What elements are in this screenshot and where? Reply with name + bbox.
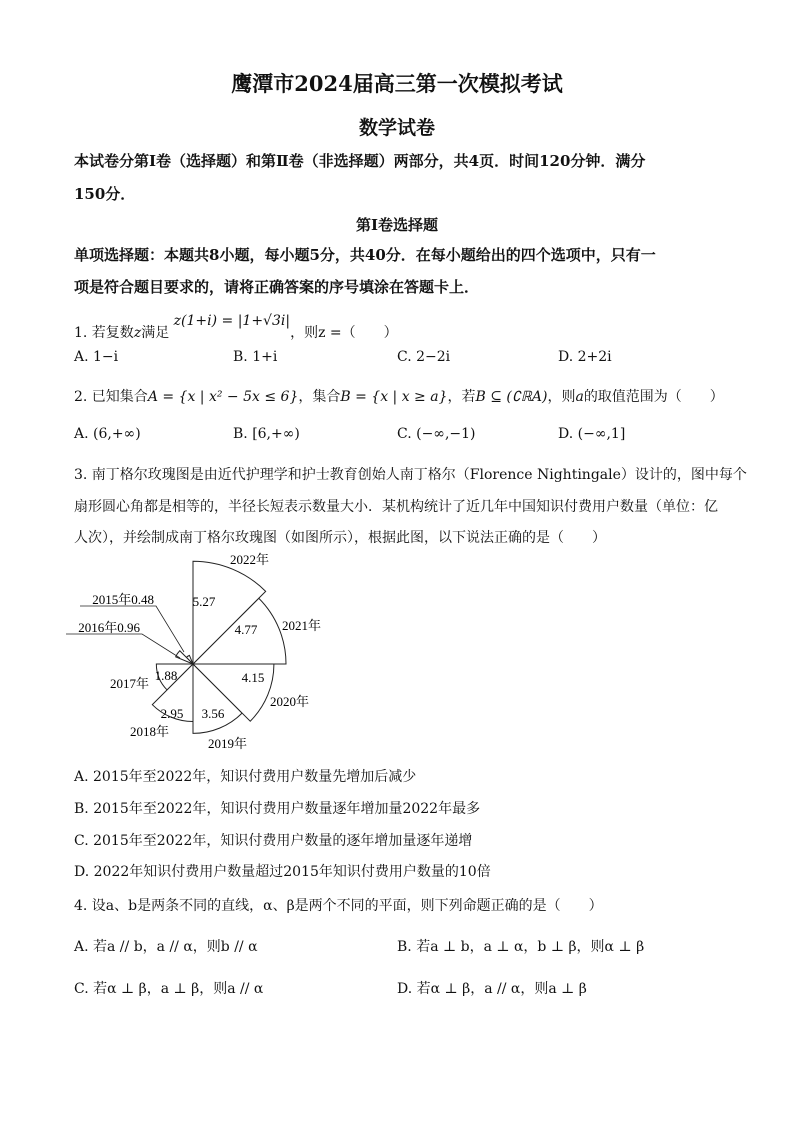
q2-option-a: A. (6,+∞) <box>74 426 141 442</box>
rose-category-label: 2017年 <box>110 676 150 691</box>
q1-option-c: C. 2−2i <box>397 349 451 365</box>
q4-option-a: A. 若a // b，a // α，则b // α <box>74 939 258 955</box>
q2-option-d: D. (−∞,1] <box>558 426 626 442</box>
q3-option-a: A. 2015年至2022年，知识付费用户数量先增加后减少 <box>74 769 417 785</box>
q3-line-2: 扇形圆心角都是相等的，半径长短表示数量大小．某机构统计了近几年中国知识付费用户数量（单位：亿 <box>74 499 718 515</box>
rose-value-label: 5.27 <box>192 594 216 609</box>
exam-subtitle: 数学试卷 <box>358 117 435 139</box>
q2-mid2: ，若 <box>447 389 476 405</box>
question-1 <box>74 313 398 342</box>
q1-var: z <box>133 325 142 341</box>
rose-value-label: 4.15 <box>241 670 265 685</box>
rose-chart <box>60 548 360 758</box>
rose-category-label: 2021年 <box>282 618 322 633</box>
q1-suffix: ，则 <box>290 325 319 341</box>
q2-option-b: B. [6,+∞) <box>233 426 300 442</box>
q2-setB: B = {x | x ≥ a} <box>340 389 448 405</box>
q2-var: a <box>575 389 584 405</box>
q4-option-b: B. 若a ⊥ b，a ⊥ α，b ⊥ β，则α ⊥ β <box>397 939 645 955</box>
exam-title: 鹰潭市2024届高三第一次模拟考试 <box>231 71 563 96</box>
rose-value-label: 2015年0.48 <box>92 592 154 607</box>
rose-category-label: 2020年 <box>270 694 310 709</box>
q1-option-a: A. 1−i <box>74 349 119 365</box>
question-2 <box>74 386 724 406</box>
intro-line-2: 150分． <box>74 185 136 203</box>
intro-line-1: 本试卷分第Ⅰ卷（选择题）和第Ⅱ卷（非选择题）两部分，共4页．时间120分钟．满分 <box>74 152 646 170</box>
q1-prefix: 1. 若复数 <box>74 325 134 341</box>
rose-value-label: 2016年0.96 <box>78 620 140 635</box>
q3-option-b: B. 2015年至2022年，知识付费用户数量逐年增加量2022年最多 <box>74 801 481 817</box>
q4-option-c: C. 若α ⊥ β，a ⊥ β，则a // α <box>74 981 264 997</box>
q2-suffix: 的取值范围为（ ） <box>583 389 724 405</box>
q1-formula: z(1+i) = |1+√3i| <box>173 313 291 329</box>
q1-option-d: D. 2+2i <box>558 349 612 365</box>
rose-leader-line <box>66 634 180 658</box>
q3-option-c: C. 2015年至2022年，知识付费用户数量的逐年增加量逐年递增 <box>74 833 473 849</box>
q4-option-d: D. 若α ⊥ β，a // α，则a ⊥ β <box>397 981 587 997</box>
q3-line-3: 人次），并绘制成南丁格尔玫瑰图（如图所示），根据此图，以下说法正确的是（ ） <box>74 530 606 546</box>
q2-mid3: ，则 <box>547 389 576 405</box>
section-heading: 第Ⅰ卷选择题 <box>355 216 439 234</box>
q3-line-1: 3. 南丁格尔玫瑰图是由近代护理学和护士教育创始人南丁格尔（Florence Nightingale）设计的，图中每个 <box>74 467 747 483</box>
rose-category-label: 2019年 <box>208 736 248 751</box>
q3-option-d: D. 2022年知识付费用户数量超过2015年知识付费用户数量的10倍 <box>74 864 491 880</box>
rose-value-label: 1.88 <box>154 668 178 683</box>
rose-category-label: 2022年 <box>230 552 270 567</box>
q2-mid: ，集合 <box>298 389 341 405</box>
question-4: 4. 设a、b是两条不同的直线，α、β是两个不同的平面，则下列命题正确的是（ ） <box>74 898 603 914</box>
q1-option-b: B. 1+i <box>233 349 278 365</box>
q2-option-c: C. (−∞,−1) <box>397 426 476 442</box>
q1-mid: 满足 <box>141 325 170 341</box>
rose-value-label: 3.56 <box>201 706 225 721</box>
q2-prefix: 2. 已知集合 <box>74 389 148 405</box>
q2-setA: A = {x | x² − 5x ≤ 6} <box>147 389 299 405</box>
instruction-line-1: 单项选择题：本题共8小题，每小题5分，共40分．在每小题给出的四个选项中，只有一 <box>74 246 656 264</box>
q2-cond: B ⊆ (∁ℝA) <box>475 389 548 405</box>
rose-value-label: 4.77 <box>234 622 258 637</box>
rose-category-label: 2018年 <box>130 724 170 739</box>
q1-suffix2: z =（ ） <box>318 325 398 341</box>
rose-value-label: 2.95 <box>160 706 184 721</box>
instruction-line-2: 项是符合题目要求的，请将正确答案的序号填涂在答题卡上． <box>74 278 480 296</box>
